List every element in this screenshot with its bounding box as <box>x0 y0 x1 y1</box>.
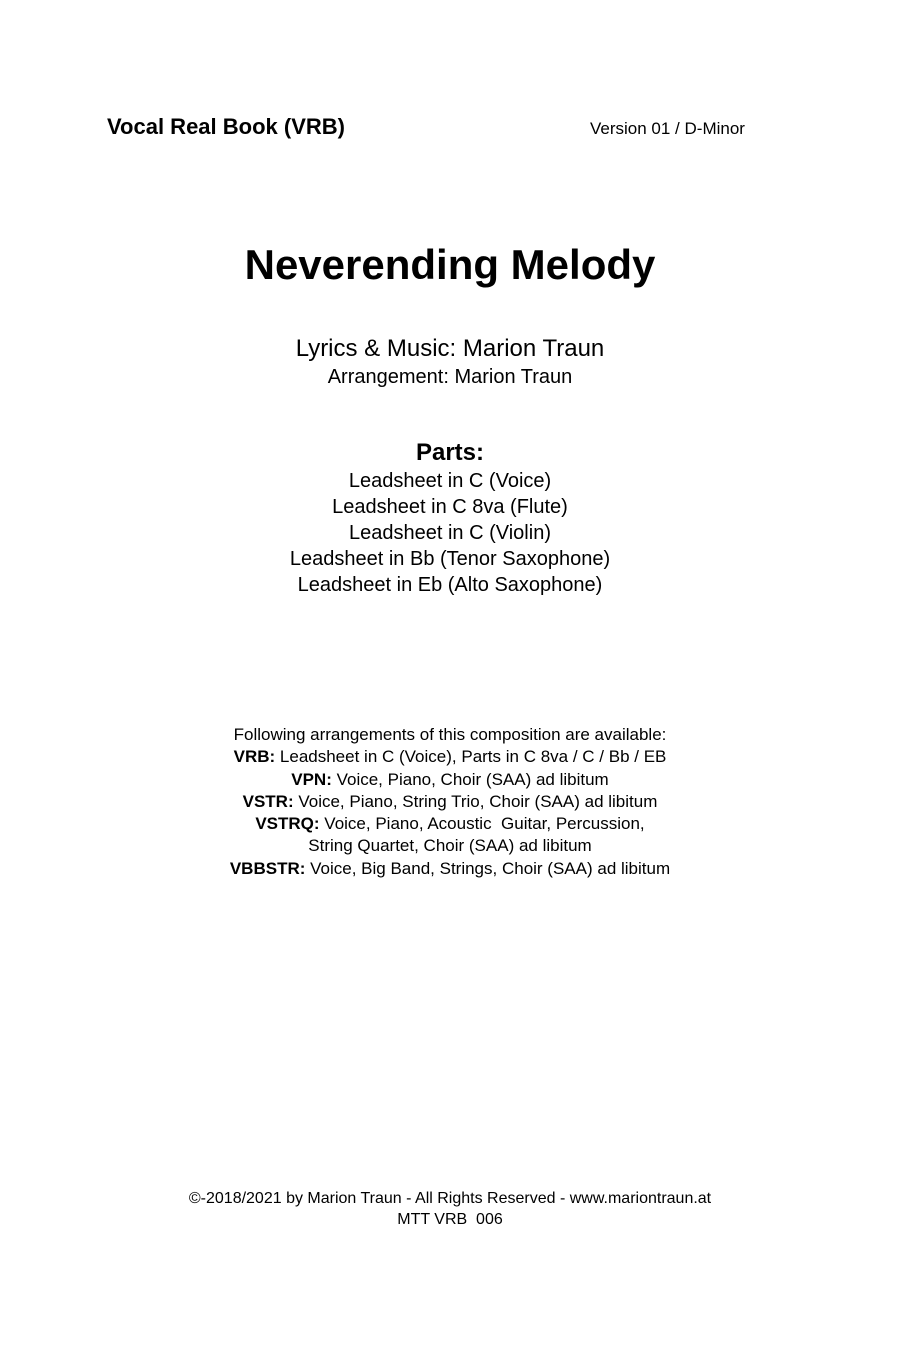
copyright-notice: ©-2018/2021 by Marion Traun - All Rights Reserved - www.mariontraun.at <box>188 1190 712 1207</box>
arrangement-item <box>0 769 900 791</box>
part-item: Leadsheet in C (Voice) <box>348 470 552 492</box>
arrangements-section <box>0 724 900 880</box>
arrangement-code: VSTRQ: <box>255 814 320 834</box>
arrangement-item <box>0 746 900 768</box>
parts-heading: Parts: <box>415 439 485 466</box>
arrangement-code: VPN: <box>291 769 332 789</box>
lyrics-music-credit: Lyrics & Music: Marion Traun <box>295 335 605 362</box>
song-title: Neverending Melody <box>244 241 656 288</box>
arrangement-description: Voice, Piano, Acoustic Guitar, Percussion, <box>319 814 645 834</box>
arrangement-code: VBBSTR: <box>229 858 306 878</box>
credits <box>0 334 900 391</box>
arrangement-description: Voice, Piano, String Trio, Choir (SAA) ad libitum <box>293 791 658 811</box>
arrangement-description: Leadsheet in C (Voice), Parts in C 8va / C / Bb / EB <box>275 747 667 767</box>
part-item: Leadsheet in Eb (Alto Saxophone) <box>297 574 603 596</box>
catalog-number: MTT VRB 006 <box>397 1211 503 1228</box>
arrangement-description: Voice, Big Band, Strings, Choir (SAA) ad libitum <box>305 858 671 878</box>
arrangement-code: VRB: <box>233 747 276 767</box>
arrangement-description: Voice, Piano, Choir (SAA) ad libitum <box>331 769 609 789</box>
version-label: Version 01 / D-Minor <box>590 119 745 138</box>
arrangement-continuation: String Quartet, Choir (SAA) ad libitum <box>308 836 592 856</box>
part-item: Leadsheet in Bb (Tenor Saxophone) <box>289 548 611 570</box>
arrangement-item <box>0 858 900 880</box>
series-title: Vocal Real Book (VRB) <box>107 114 345 139</box>
footer <box>0 1188 900 1230</box>
arrangements-intro: Following arrangements of this composition are available: <box>233 725 667 744</box>
part-item: Leadsheet in C 8va (Flute) <box>332 496 568 518</box>
arrangement-credit: Arrangement: Marion Traun <box>327 366 573 388</box>
arrangement-item <box>0 791 900 813</box>
part-item: Leadsheet in C (Violin) <box>349 522 551 544</box>
parts-section <box>0 438 900 598</box>
arrangement-item <box>0 813 900 835</box>
arrangement-code: VSTR: <box>242 791 294 811</box>
